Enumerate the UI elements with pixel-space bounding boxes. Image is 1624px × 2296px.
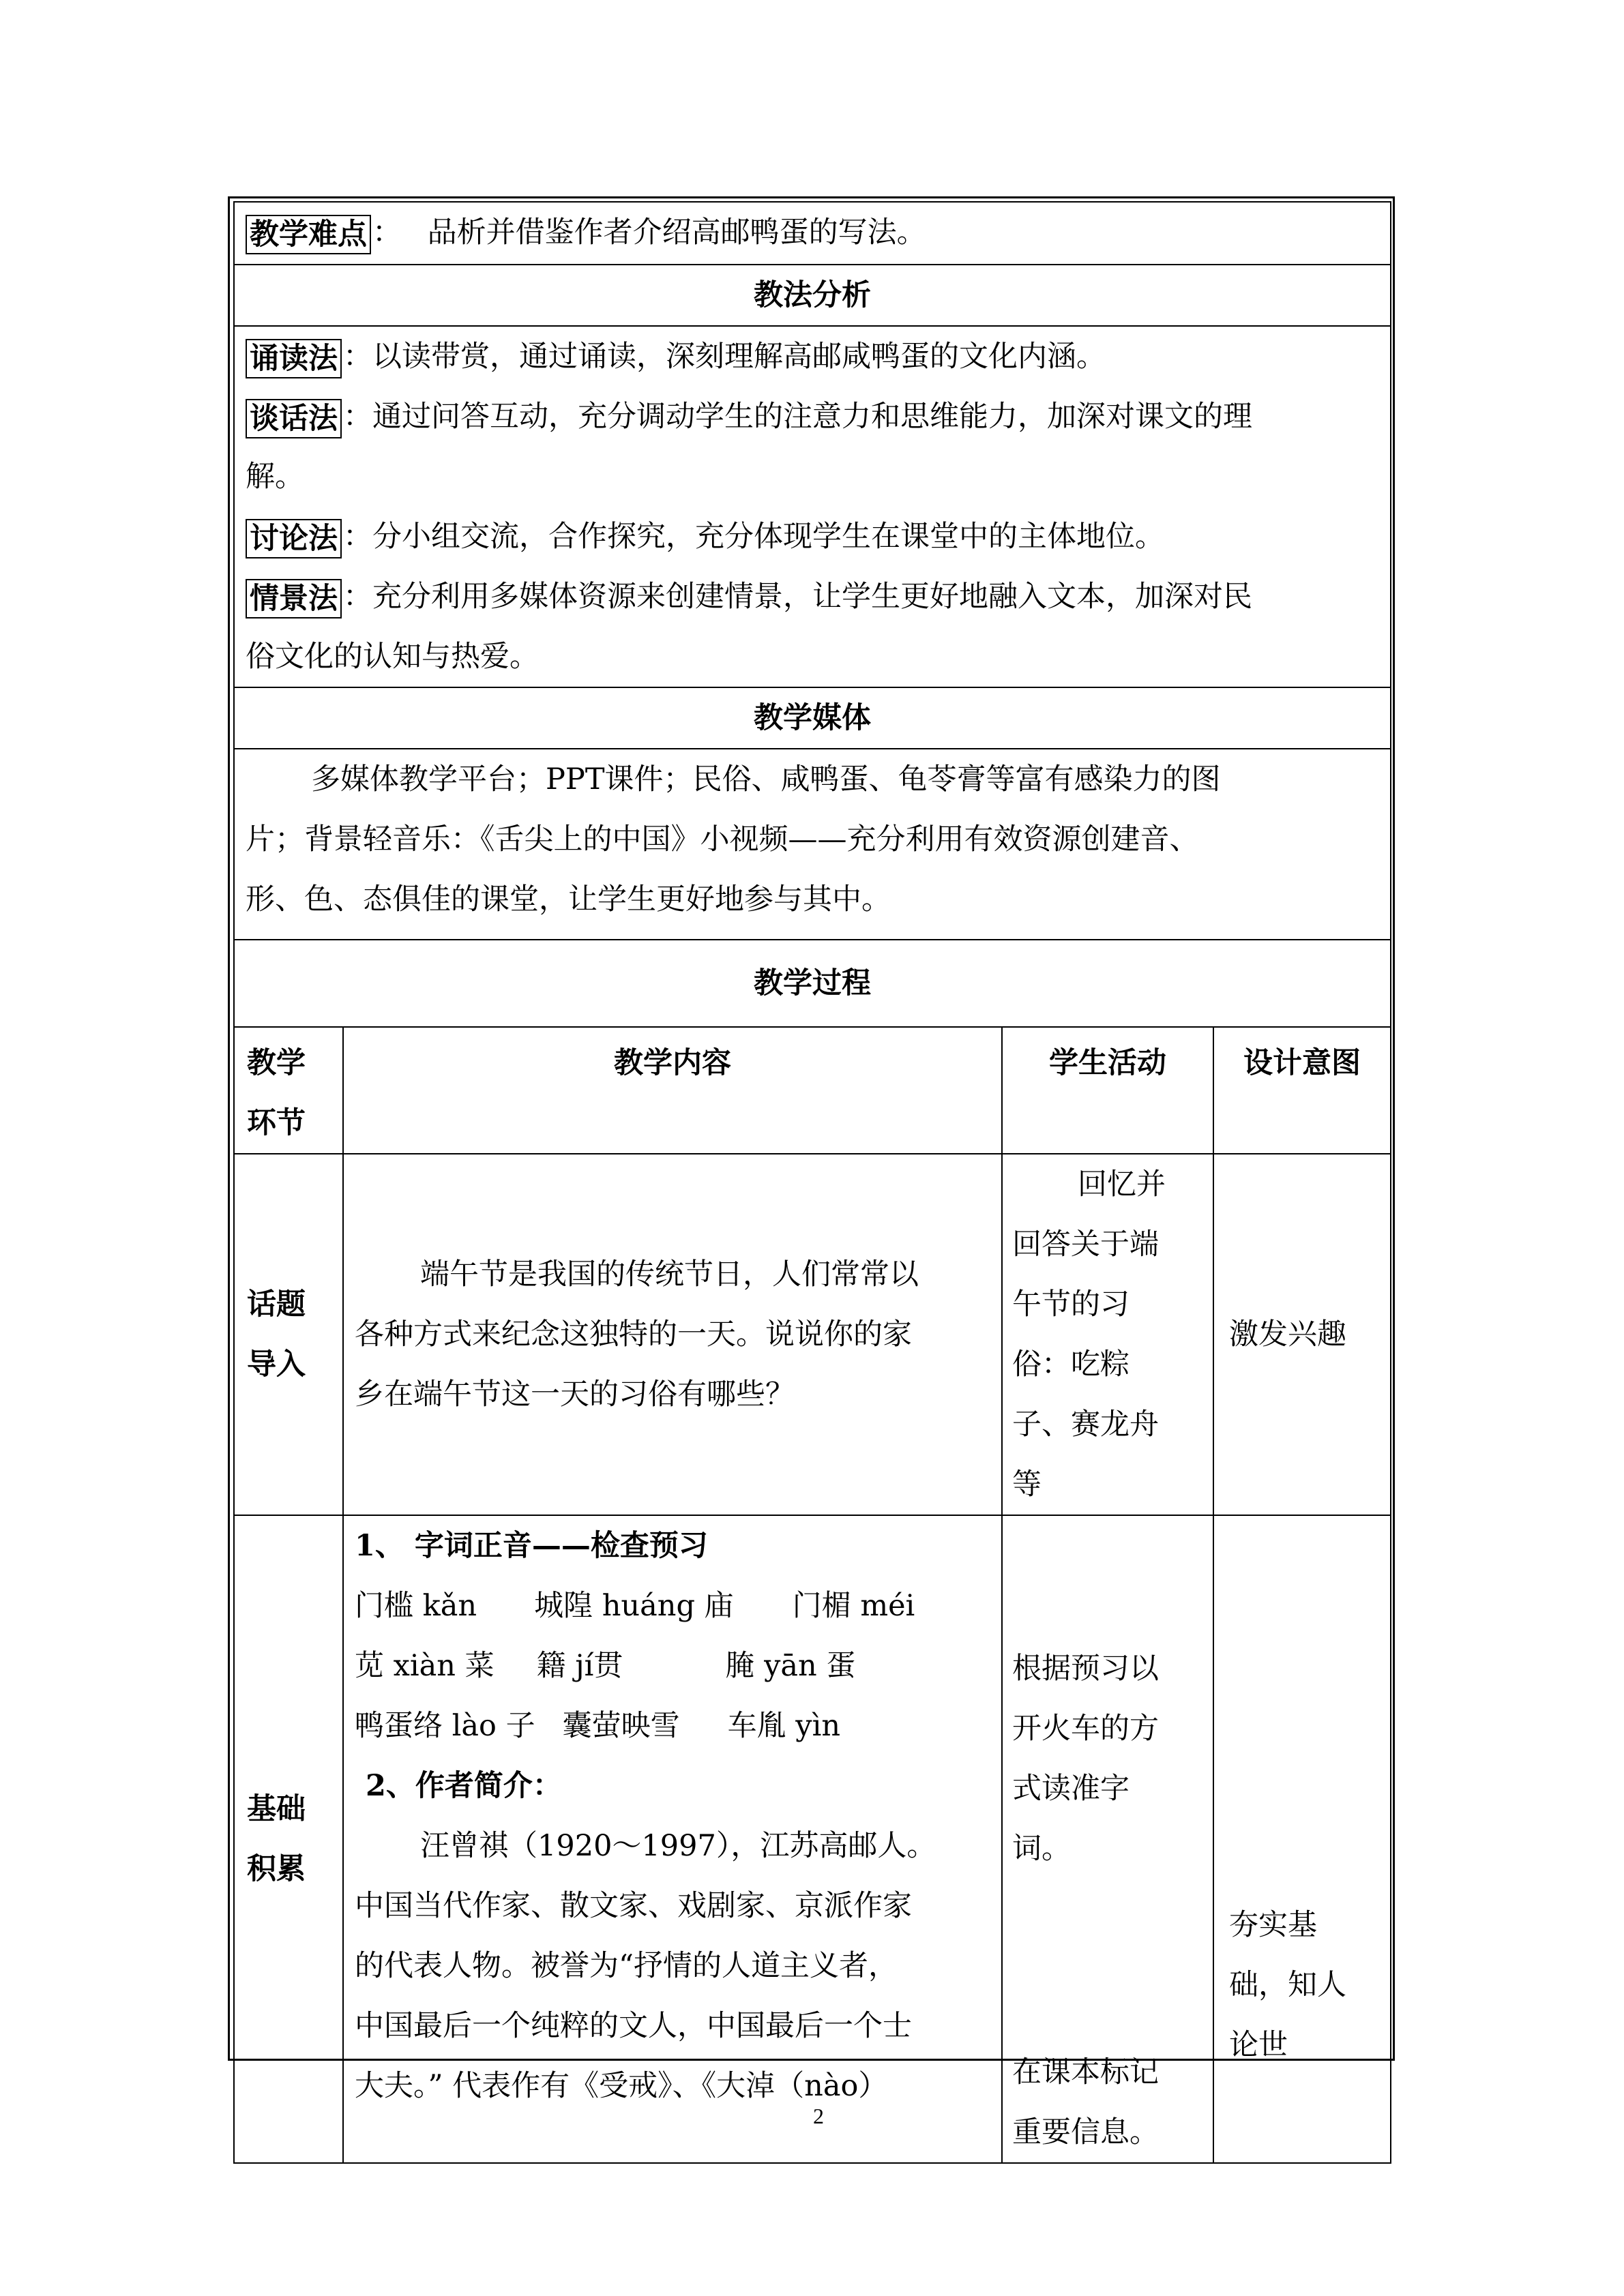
- content-line: 各种方式来纪念这独特的一天。说说你的家: [355, 1317, 912, 1352]
- word-row: [355, 1636, 990, 1696]
- media-line: 片；背景轻音乐：《舌尖上的中国》小视频——充分利用有效资源创建音、: [246, 822, 1199, 856]
- method-text: ：通过问答互动，充分调动学生的注意力和思维能力，加深对课文的理: [343, 400, 1252, 434]
- method-label: 诵读法: [246, 339, 342, 378]
- section-heading: 2、作者简介：: [366, 1769, 562, 1803]
- difficulty-row: [234, 202, 1391, 265]
- method-label: 情景法: [246, 579, 342, 618]
- method-text: ：充分利用多媒体资源来创建情景，让学生更好地融入文本，加深对民: [343, 580, 1252, 614]
- difficulty-text: 品析并借鉴作者介绍高邮鸭蛋的写法。: [427, 215, 926, 250]
- method-label: 谈话法: [246, 399, 342, 438]
- word-item: 囊萤映雪: [562, 1709, 680, 1743]
- activity-line: 等: [1012, 1467, 1042, 1502]
- intent-cell: [1213, 1154, 1391, 1515]
- activity-line: 根据预习以: [1012, 1652, 1159, 1686]
- word-row: [355, 1576, 990, 1636]
- media-line: 形、色、态俱佳的课堂，让学生更好地参与其中。: [246, 882, 891, 916]
- process-header-row: [234, 1027, 1391, 1154]
- media-body-row: [234, 749, 1391, 940]
- word-item: 苋 xiàn 菜: [355, 1649, 494, 1683]
- word-item: 籍 jí贯: [536, 1649, 623, 1683]
- media-title: 教学媒体: [234, 687, 1391, 749]
- activity-cell: [1002, 1154, 1213, 1515]
- bio-line: 中国当代作家、散文家、戏剧家、京派作家: [355, 1889, 912, 1923]
- process-title: 教学过程: [234, 940, 1391, 1027]
- stage-cell: [234, 1515, 343, 2163]
- method-label: 讨论法: [246, 519, 342, 558]
- activity-line: 重要信息。: [1012, 2115, 1159, 2149]
- bio-line: 的代表人物。被誉为“抒情的人道主义者，: [355, 1949, 898, 1983]
- stage-line: 导入: [247, 1347, 306, 1382]
- bio-line: 汪曾祺（1920～1997），江苏高邮人。: [420, 1829, 936, 1863]
- stage-line: 基础: [247, 1792, 306, 1826]
- stage-line: 积累: [247, 1852, 306, 1886]
- col-content: 教学内容: [343, 1027, 1002, 1154]
- content-line: 端午节是我国的传统节日，人们常常以: [420, 1257, 919, 1292]
- process-title-row: [234, 940, 1391, 1027]
- table-row: [234, 1154, 1391, 1515]
- intent-line: 夯实基: [1229, 1908, 1317, 1942]
- activity-line: 回答关于端: [1012, 1227, 1159, 1262]
- bio-line: 中国最后一个纯粹的文人，中国最后一个士: [355, 2009, 912, 2043]
- word-item: 门楣 méi: [792, 1589, 915, 1623]
- activity-line: 词。: [1012, 1832, 1071, 1866]
- intent-line: 论世: [1229, 2028, 1288, 2062]
- intent-line: 础，知人: [1229, 1968, 1346, 2002]
- method-text: 俗文化的认知与热爱。: [246, 640, 539, 674]
- intent-cell: [1213, 1515, 1391, 2163]
- word-item: 鸭蛋络 lào 子: [355, 1709, 535, 1743]
- content-cell: [343, 1154, 1002, 1515]
- intent-line: 激发兴趣: [1229, 1317, 1346, 1352]
- media-body: [234, 749, 1391, 940]
- word-item: 车胤 yìn: [727, 1709, 841, 1743]
- col-activity: 学生活动: [1002, 1027, 1213, 1154]
- activity-line: 开火车的方: [1012, 1712, 1159, 1746]
- word-item: 城隍 huáng 庙: [534, 1589, 734, 1623]
- stage-line: 话题: [247, 1287, 306, 1322]
- difficulty-label: 教学难点: [246, 215, 371, 254]
- section-heading: 1、 字词正音——检查预习: [355, 1529, 708, 1563]
- stage-cell: [234, 1154, 343, 1515]
- method-item: [246, 507, 1379, 567]
- activity-line: 回忆并: [1078, 1167, 1166, 1202]
- method-text: ：以读带赏，通过诵读，深刻理解高邮咸鸭蛋的文化内涵。: [343, 340, 1106, 374]
- activity-line: 午节的习: [1012, 1287, 1130, 1322]
- bio-line: 大夫。” 代表作有《受戒》、《大淖（nào）: [355, 2069, 888, 2103]
- col-stage-line: 教学: [247, 1046, 306, 1080]
- table-row: [234, 1515, 1391, 2163]
- lesson-plan-table: [233, 201, 1391, 2164]
- activity-line: 式读准字: [1012, 1772, 1130, 1806]
- col-stage-line: 环节: [247, 1106, 306, 1140]
- difficulty-sep: ：: [372, 215, 402, 250]
- activity-line: 子、赛龙舟: [1012, 1407, 1159, 1442]
- method-text: ：分小组交流，合作探究，充分体现学生在课堂中的主体地位。: [343, 520, 1164, 554]
- method-item: [246, 327, 1379, 387]
- activity-line: 俗：吃粽: [1012, 1347, 1130, 1382]
- col-intent: 设计意图: [1213, 1027, 1391, 1154]
- methods-body-row: [234, 326, 1391, 687]
- methods-title-row: [234, 265, 1391, 326]
- word-row: [355, 1696, 990, 1756]
- media-title-row: [234, 687, 1391, 749]
- word-item: 腌 yān 蛋: [725, 1649, 856, 1683]
- methods-body: [234, 326, 1391, 687]
- method-item: [246, 387, 1379, 507]
- method-text: 解。: [246, 460, 304, 494]
- content-line: 乡在端午节这一天的习俗有哪些？: [355, 1377, 795, 1412]
- word-item: 门槛 kǎn: [355, 1589, 477, 1623]
- difficulty-cell: [234, 202, 1391, 265]
- activity-line: 在课本标记: [1012, 2055, 1159, 2089]
- media-line: 多媒体教学平台；PPT课件；民俗、咸鸭蛋、龟苓膏等富有感染力的图: [311, 762, 1221, 796]
- page-number: 2: [813, 2104, 824, 2128]
- method-item: [246, 567, 1379, 687]
- methods-title: 教法分析: [234, 265, 1391, 326]
- activity-cell: [1002, 1515, 1213, 2163]
- col-stage: [234, 1027, 343, 1154]
- content-cell: [343, 1515, 1002, 2163]
